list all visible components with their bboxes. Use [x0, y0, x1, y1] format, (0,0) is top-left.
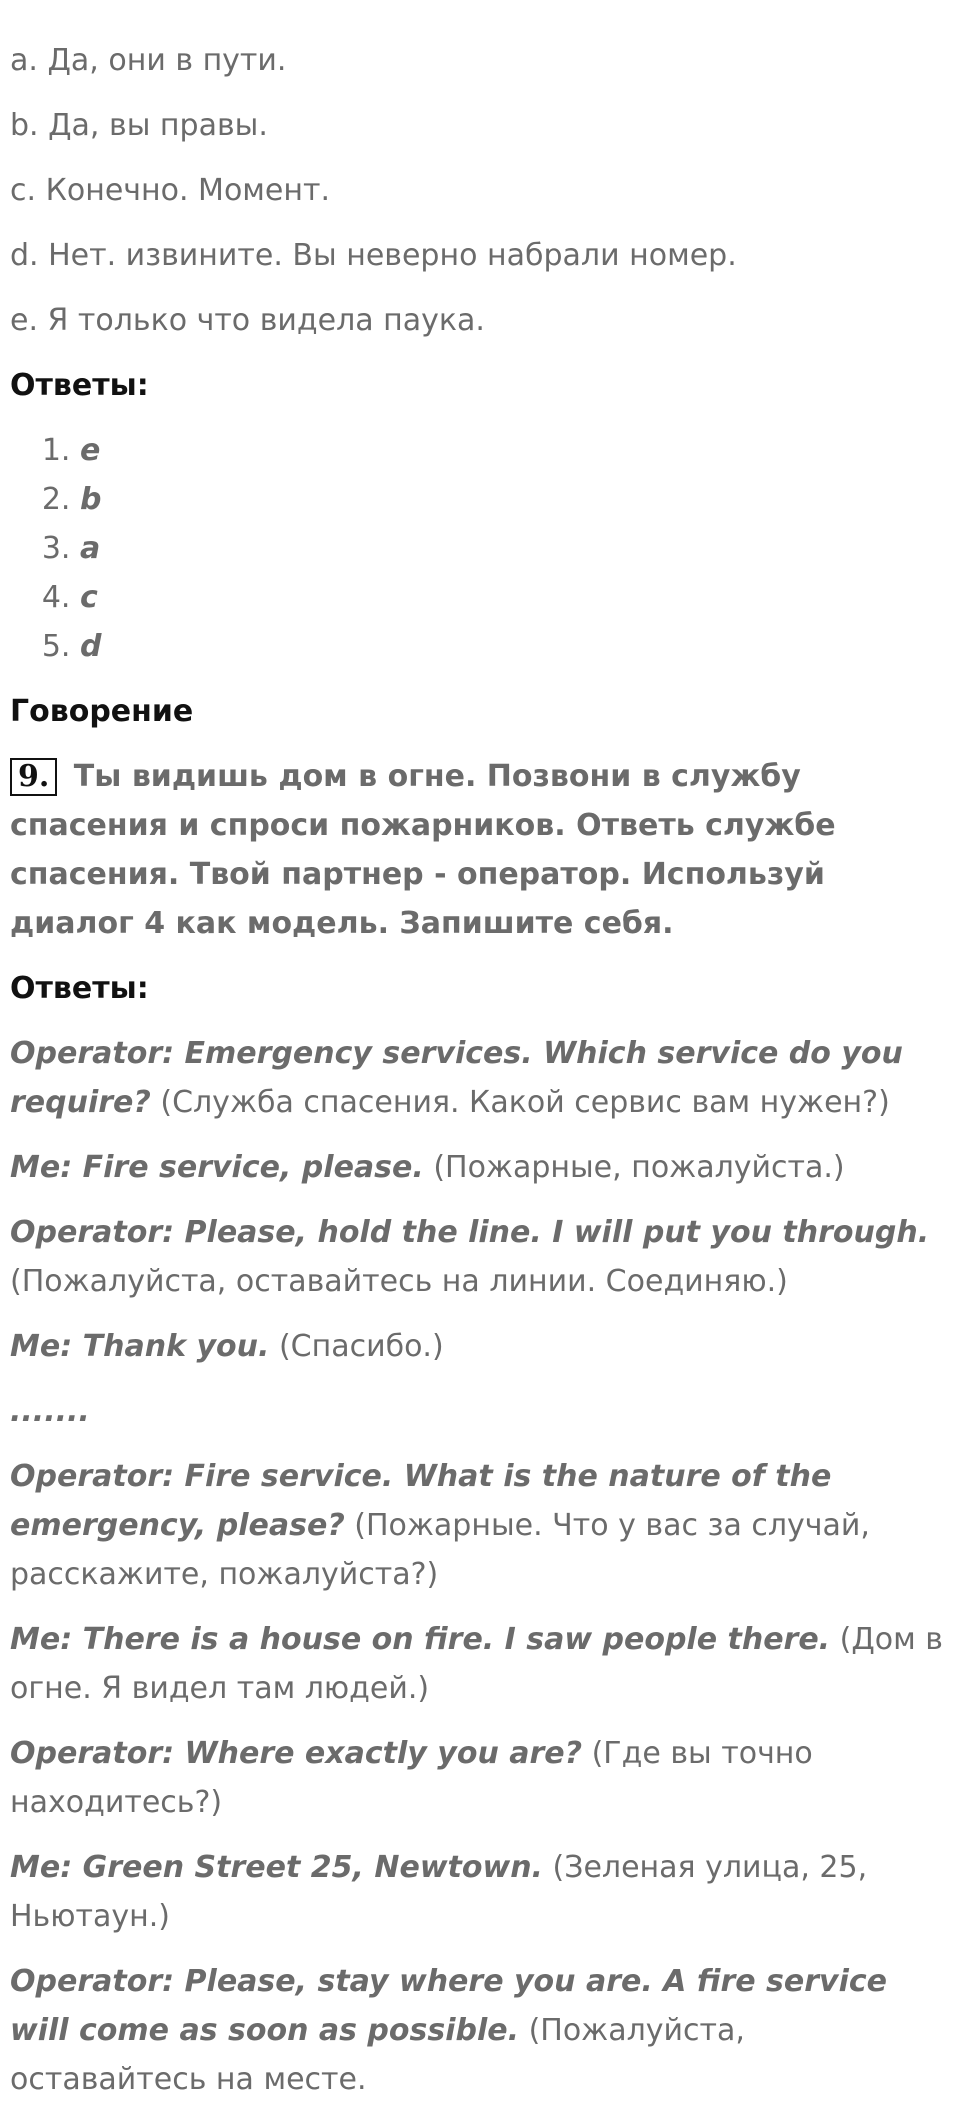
answer-value: a [80, 531, 101, 566]
option-e: e. Я только что видела паука. [10, 303, 485, 338]
task-number-box: 9. [10, 758, 57, 796]
answer-value: b [80, 482, 102, 517]
dialog-translation: (Служба спасения. Какой сервис вам нужен?) [160, 1085, 890, 1120]
dialog-english: Operator: Fire service. What is the nature of the emergency, please? [10, 1459, 832, 1543]
dialog-line [10, 1615, 950, 1713]
dialog-english: ....... [10, 1394, 90, 1429]
option-b: b. Да, вы правы. [10, 108, 268, 143]
dialog-line [10, 1452, 950, 1599]
dialog-translation: (Пожарные, пожалуйста.) [433, 1150, 845, 1185]
dialog-line [10, 1957, 950, 2104]
answer-item [80, 573, 950, 622]
dialog-line [10, 1143, 950, 1192]
dialog-english: Me: Green Street 25, Newtown. [10, 1850, 543, 1885]
dialog-english: Operator: Please, hold the line. I will put you through. [10, 1215, 930, 1250]
answer-value: e [80, 433, 101, 468]
dialog-translation: (Пожалуйста, оставайтесь на месте. [10, 2013, 745, 2097]
dialog-translation: (Пожарные. Что у вас за случай, расскажите, пожалуйста?) [10, 1508, 870, 1592]
dialog-line [10, 1208, 950, 1306]
dialog-translation: (Зеленая улица, 25, Ньютаун.) [10, 1850, 868, 1934]
dialog-english: Operator: Emergency services. Which service do you require? [10, 1036, 903, 1120]
dialog-english: Me: Fire service, please. [10, 1150, 424, 1185]
dialog-english: Me: Thank you. [10, 1329, 270, 1364]
dialog-english: Operator: Please, stay where you are. A fire service will come as soon as possible. [10, 1964, 888, 2048]
dialog-translation: (Где вы точно находитесь?) [10, 1736, 813, 1820]
dialog-line [10, 1029, 950, 1127]
dialog [10, 1029, 950, 2104]
answers-list [10, 426, 950, 671]
answers-heading: Ответы: [10, 368, 149, 403]
task-instruction [10, 752, 950, 948]
dialog-translation: (Пожалуйста, оставайтесь на линии. Соединяю.) [10, 1264, 788, 1299]
answer-item [80, 622, 950, 671]
answers-heading-2: Ответы: [10, 971, 149, 1006]
option-d: d. Нет. извините. Вы неверно набрали номер. [10, 238, 737, 273]
answer-value: c [80, 580, 98, 615]
dialog-line [10, 1729, 950, 1827]
option-list [10, 36, 950, 345]
task-text: Ты видишь дом в огне. Позвони в службу спасения и спроси пожарников. Ответь службе спасения. Твой партнер - оператор. Используй диалог 4 как модель. Запишите себя. [10, 759, 836, 941]
dialog-ellipsis [10, 1387, 950, 1436]
answer-value: d [80, 629, 102, 664]
dialog-line [10, 1843, 950, 1941]
option-c: c. Конечно. Момент. [10, 173, 331, 208]
section-heading: Говорение [10, 694, 194, 729]
dialog-translation: (Дом в огне. Я видел там людей.) [10, 1622, 943, 1706]
dialog-translation: (Спасибо.) [278, 1329, 444, 1364]
answer-item [80, 524, 950, 573]
answer-item [80, 426, 950, 475]
dialog-line [10, 1322, 950, 1371]
answer-item [80, 475, 950, 524]
dialog-english: Me: There is a house on fire. I saw people there. [10, 1622, 831, 1657]
option-a: a. Да, они в пути. [10, 43, 287, 78]
dialog-english: Operator: Where exactly you are? [10, 1736, 583, 1771]
